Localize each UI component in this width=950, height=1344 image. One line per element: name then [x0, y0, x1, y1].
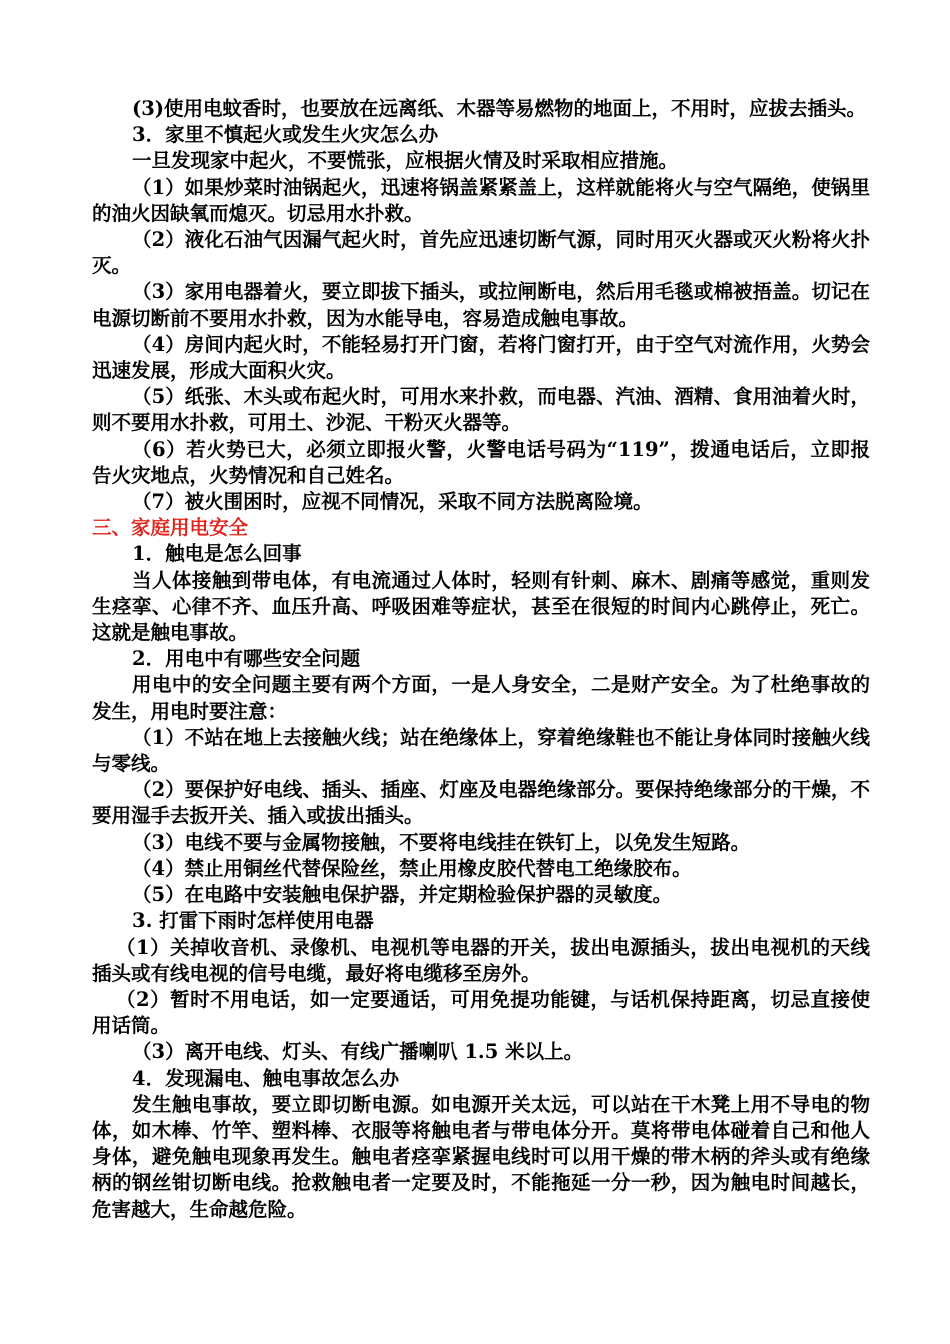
list-item: （4）房间内起火时，不能轻易打开门窗，若将门窗打开，由于空气对流作用，火势会迅速发展，形成大面积火灾。 — [92, 332, 870, 383]
list-item: （3）家用电器着火，要立即拔下插头，或拉闸断电，然后用毛毯或棉被捂盖。切记在电源切断前不要用水扑救，因为水能导电，容易造成触电事故。 — [92, 280, 870, 330]
chapter-heading: 三、家庭用电安全 — [92, 516, 249, 540]
paragraph: 一旦发现家中起火，不要慌张，应根据火情及时采取相应措施。 — [132, 149, 679, 173]
paragraph: 用电中的安全问题主要有两个方面，一是人身安全，二是财产安全。为了杜绝事故的发生，用电时要注意： — [92, 673, 870, 723]
list-item: （3）离开电线、灯头、有线广播喇叭 1.5 米以上。 — [132, 1040, 584, 1064]
list-item: （2）暂时不用电话，如一定要通话，可用免提功能键，与话机保持距离，切忌直接使用话筒。 — [92, 987, 870, 1038]
document-body — [92, 96, 870, 1223]
list-item: （1）如果炒菜时油锅起火，迅速将锅盖紧紧盖上，这样就能将火与空气隔绝，使锅里的油火因缺氧而熄灭。切忌用水扑救。 — [92, 175, 870, 225]
list-item: （5）纸张、木头或布起火时，可用水来扑救，而电器、汽油、酒精、食用油着火时，则不要用水扑救，可用土、沙泥、干粉灭火器等。 — [92, 385, 870, 435]
list-item: （4）禁止用铜丝代替保险丝，禁止用橡皮胶代替电工绝缘胶布。 — [132, 856, 692, 880]
paragraph: 当人体接触到带电体，有电流通过人体时，轻则有针刺、麻木、剧痛等感觉，重则发生痉挛、心律不齐、血压升高、呼吸困难等症状，甚至在很短的时间内心跳停止，死亡。这就是触电事故。 — [92, 568, 870, 645]
list-item: （6）若火势已大，必须立即报火警，火警电话号码为“119”，拨通电话后，立即报告火灾地点，火势情况和自己姓名。 — [92, 437, 870, 487]
list-item: （1）关掉收音机、录像机、电视机等电器的开关，拔出电源插头，拔出电视机的天线插头或有线电视的信号电缆，最好将电缆移至房外。 — [92, 935, 870, 985]
paragraph: 发生触电事故，要立即切断电源。如电源开关太远，可以站在干木凳上用不导电的物体，如木棒、竹竿、塑料棒、衣服等将触电者与带电体分开。莫将带电体碰着自己和他人身体，避免触电现象再发生。触电者痉挛紧握电线时可以用干燥的带木柄的斧头或有绝缘柄的钢丝钳切断电线。抢救触电者一定要及时，不能拖延一分一秒，因为触电时间越长，危害越大，生命越危险。 — [92, 1092, 870, 1221]
list-item: （5）在电路中安装触电保护器，并定期检验保护器的灵敏度。 — [132, 883, 673, 907]
section-heading: 1．触电是怎么回事 — [132, 542, 302, 566]
section-heading: 3．家里不慎起火或发生火灾怎么办 — [132, 123, 439, 147]
section-heading: 3. 打雷下雨时怎样使用电器 — [132, 909, 374, 933]
list-item: （2）要保护好电线、插头、插座、灯座及电器绝缘部分。要保持绝缘部分的干燥，不要用湿手去扳开关、插入或拔出插头。 — [92, 778, 870, 828]
paragraph: (3)使用电蚊香时，也要放在远离纸、木器等易燃物的地面上，不用时，应拔去插头。 — [132, 97, 867, 120]
list-item: （1）不站在地上去接触火线；站在绝缘体上，穿着绝缘鞋也不能让身体同时接触火线与零线。 — [92, 725, 870, 776]
list-item: （3）电线不要与金属物接触，不要将电线挂在铁钉上，以免发生短路。 — [132, 830, 751, 854]
list-item: （2）液化石油气因漏气起火时，首先应迅速切断气源，同时用灭火器或灭火粉将火扑灭。 — [92, 228, 870, 278]
section-heading: 2．用电中有哪些安全问题 — [132, 647, 361, 671]
list-item: （7）被火围困时，应视不同情况，采取不同方法脱离险境。 — [132, 490, 653, 514]
section-heading: 4．发现漏电、触电事故怎么办 — [132, 1066, 400, 1090]
